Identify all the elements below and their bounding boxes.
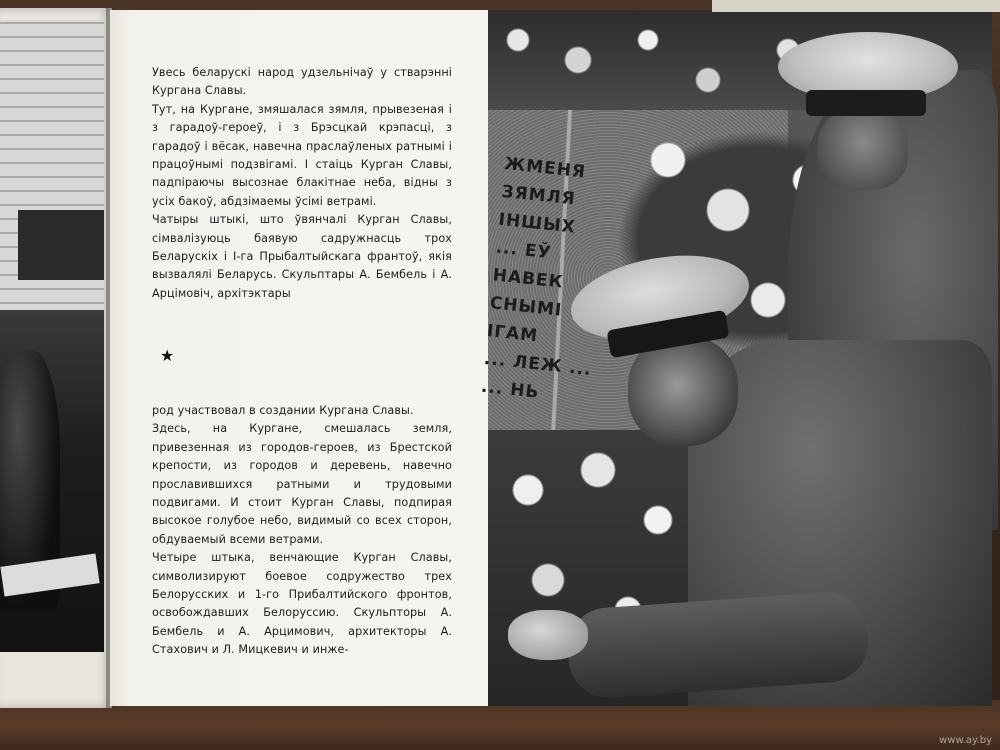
inscription-line: НАВЕК <box>491 265 565 293</box>
text-page <box>110 10 488 706</box>
officer-hand <box>508 610 588 660</box>
star-icon: ★ <box>160 346 175 365</box>
russian-text-block <box>152 402 452 660</box>
left-page-photo <box>0 20 104 652</box>
russian-paragraph: Здесь, на Кургане, смешалась земля, привезенная из городов-героев, из Брестской крепости, из городов и деревень, навечно прославившихся ратными и трудовыми подвигами. И стоит Курган Славы, подпирая высокое голубое небо, видимый со всех сторон, обдуваемый всеми ветрами. <box>152 422 452 546</box>
officer-back-cap-band <box>806 90 926 116</box>
officer-front-head <box>628 336 738 446</box>
belarusian-paragraph: Чатыры штыкі, што ўвянчалі Курган Славы, сімвалізуюць баявую садружнасць трох Беларускіх і І-га Прыбалтыйскага франтоў, якія вызвалялі Беларусь. Скульптары А. Бембель і А. Арцімовіч, архітэктары <box>152 213 452 300</box>
belarusian-paragraph: Тут, на Кургане, змяшалася зямля, прывезеная і з гарадоў-героеў, і з Брэсцкай крэпасці, з гарадоў і вёсак, навечна праслаўленых ратнымі і працоўнымі подзвігамі. І стаіць Курган Славы, падпіраючы высознае блакітнае неба, відны з усіх бакоў, абдзімаемы ўсімі ветрамі. <box>152 102 452 208</box>
inscription-line: ... ЛЕЖ ... <box>483 348 593 381</box>
russian-paragraph: род участвовал в создании Кургана Славы. <box>152 404 414 417</box>
memorial-photo <box>480 10 992 706</box>
inscription-line: ІГАМ <box>485 321 539 347</box>
inscription-line: СНЫМІ <box>488 293 564 321</box>
inscription-line: ... НЬ <box>480 376 541 403</box>
russian-paragraph: Четыре штыка, венчающие Курган Славы, символизируют боевое содружество трех Белорусских и 1-го Прибалтийского фронтов, освобождавших Белоруссию. Скульпторы А. Бембель и А. Арцимович, архитекторы А. Стахович и Л. Мицкевич и инже- <box>152 551 452 657</box>
inscription-line: ЖМЕНЯ <box>503 153 587 183</box>
table-edge <box>0 700 1000 750</box>
watermark-text: www.ay.by <box>939 735 992 746</box>
left-page <box>0 8 112 708</box>
book-spread <box>110 10 992 706</box>
inscription-line: ЗЯМЛЯ <box>500 181 577 210</box>
inscription-line: ІНШЫХ <box>497 209 577 238</box>
officer-back-head <box>818 110 908 190</box>
inscription-line: ... ЕЎ <box>494 237 553 264</box>
belarusian-paragraph: Увесь беларускі народ удзельнічаў у стварэнні Кургана Славы. <box>152 66 452 98</box>
belarusian-text-block <box>152 64 452 303</box>
next-page-edge <box>712 0 1000 12</box>
